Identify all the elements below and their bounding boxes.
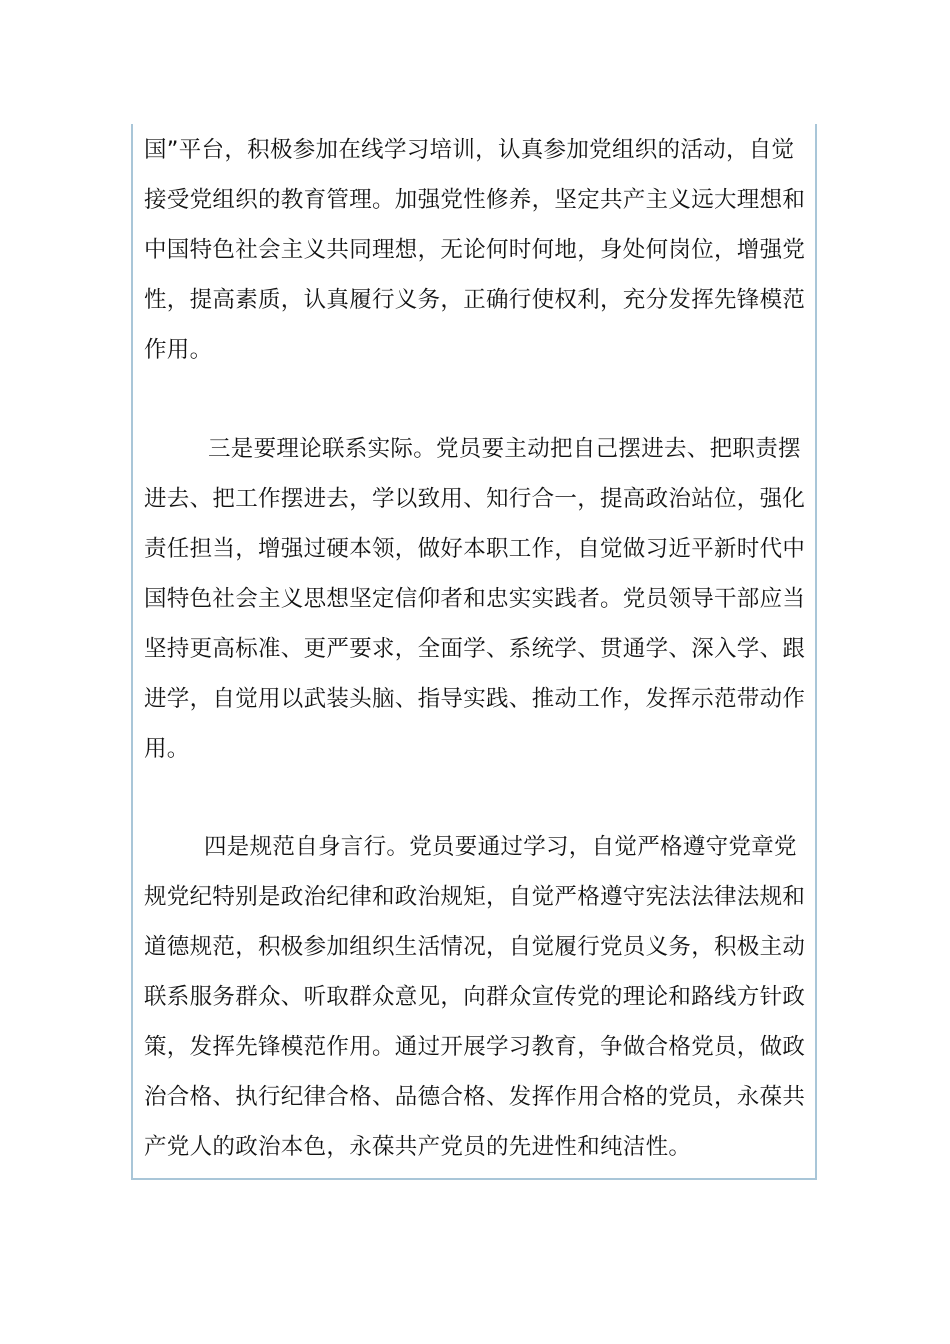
paragraph-line: 国”平台，积极参加在线学习培训，认真参加党组织的活动，自觉	[144, 137, 795, 163]
paragraph-2	[144, 424, 806, 774]
paragraph-line: 产党人的政治本色，永葆共产党员的先进性和纯洁性。	[144, 1134, 692, 1160]
paragraph-line: 联系服务群众、听取群众意见，向群众宣传党的理论和路线方针政	[144, 984, 806, 1010]
paragraph-line: 坚持更高标准、更严要求，全面学、系统学、贯通学、深入学、跟	[144, 636, 806, 662]
paragraph-line: 性，提高素质，认真履行义务，正确行使权利，充分发挥先锋模范	[144, 287, 806, 313]
paragraph-3	[144, 822, 806, 1172]
paragraph-line: 接受党组织的教育管理。加强党性修养，坚定共产主义远大理想和	[144, 187, 806, 213]
paragraph-line: 国特色社会主义思想坚定信仰者和忠实实践者。党员领导干部应当	[144, 586, 806, 612]
paragraph-line: 策，发挥先锋模范作用。通过开展学习教育，争做合格党员，做政	[144, 1034, 806, 1060]
paragraph-line: 三是要理论联系实际。党员要主动把自己摆进去、把职责摆	[208, 436, 801, 462]
paragraph-line: 道德规范，积极参加组织生活情况，自觉履行党员义务，积极主动	[144, 934, 806, 960]
paragraph-line: 进去、把工作摆进去，学以致用、知行合一，提高政治站位，强化	[144, 486, 806, 512]
paragraph-1	[144, 125, 806, 375]
paragraph-line: 规党纪特别是政治纪律和政治规矩，自觉严格遵守宪法法律法规和	[144, 884, 806, 910]
paragraph-line: 作用。	[144, 337, 213, 363]
paragraph-line: 中国特色社会主义共同理想，无论何时何地，身处何岗位，增强党	[144, 237, 806, 263]
paragraph-line: 治合格、执行纪律合格、品德合格、发挥作用合格的党员，永葆共	[144, 1084, 806, 1110]
paragraph-line: 用。	[144, 736, 190, 762]
paragraph-line: 责任担当，增强过硬本领，做好本职工作，自觉做习近平新时代中	[144, 536, 806, 562]
paragraph-line: 进学，自觉用以武装头脑、指导实践、推动工作，发挥示范带动作	[144, 686, 806, 712]
paragraph-line: 四是规范自身言行。党员要通过学习，自觉严格遵守党章党	[204, 834, 797, 860]
